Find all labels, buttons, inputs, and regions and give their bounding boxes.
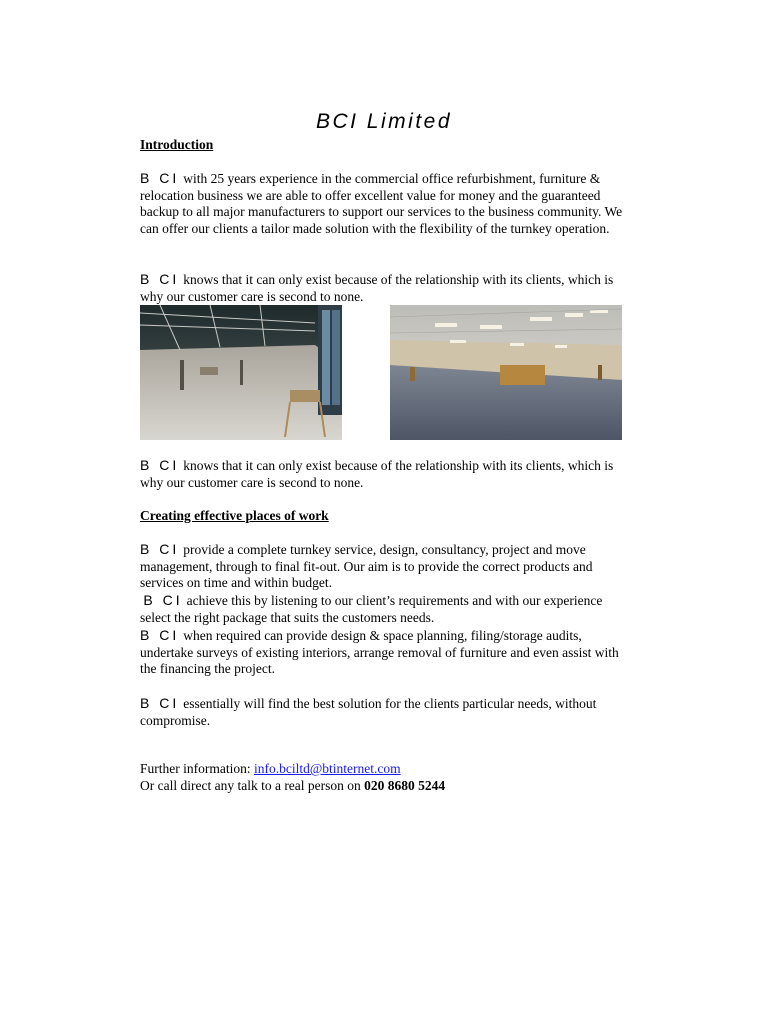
intro-paragraph-3-text: knows that it can only exist because of the relationship with its clients, which is why our customer care is second to none. xyxy=(140,458,614,490)
brand-name: B CI xyxy=(143,592,183,608)
call-label: Or call direct any talk to a real person on xyxy=(140,777,361,793)
places-heading: Creating effective places of work xyxy=(140,508,329,523)
intro-paragraph-1-text: with 25 years experience in the commercial office refurbishment, furniture & relocation business we are able to offer excellent value for money and the guaranteed backup to all major manufacturers to support our services to the business community. We can offer our clients a tailor made solution with the flexibility of the turnkey operation. xyxy=(140,171,623,236)
intro-paragraph-2-text: knows that it can only exist because of the relationship with its clients, which is why our customer care is second to none. xyxy=(140,272,614,304)
places-paragraph-3-text: when required can provide design & space planning, filing/storage audits, undertake surveys of existing interiors, arrange removal of furniture and even assist with the financing the project. xyxy=(140,628,619,677)
brand-name: B CI xyxy=(140,627,180,643)
refurbished-office-photo xyxy=(390,305,622,440)
places-paragraph-3 xyxy=(140,627,628,678)
phone-number: 020 8680 5244 xyxy=(364,777,446,793)
intro-paragraph-3 xyxy=(140,457,628,491)
brand-name: B CI xyxy=(140,695,180,711)
places-paragraph-4-text: essentially will find the best solution for the clients particular needs, without compromise. xyxy=(140,696,597,728)
email-link[interactable]: info.bciltd@btinternet.com xyxy=(253,761,401,776)
brand-name: B CI xyxy=(140,170,180,186)
further-information-line xyxy=(140,761,628,778)
further-information-label: Further information: xyxy=(140,761,251,776)
page-title: BCI Limited xyxy=(315,110,453,133)
places-paragraph-2-text: achieve this by listening to our client’s requirements and with our experience select the right package that suits the customers needs. xyxy=(140,593,603,625)
brand-name: B CI xyxy=(140,541,180,557)
places-paragraph-2 xyxy=(140,592,628,626)
intro-paragraph-1 xyxy=(140,170,628,237)
intro-heading: Introduction xyxy=(140,137,214,152)
places-paragraph-4 xyxy=(140,695,628,729)
office-under-construction-photo xyxy=(140,305,342,440)
intro-paragraph-2 xyxy=(140,271,628,305)
call-line xyxy=(140,778,628,795)
brand-name: B CI xyxy=(140,457,180,473)
contact-block xyxy=(140,761,628,794)
brand-name: B CI xyxy=(140,271,180,287)
places-paragraph-1-text: provide a complete turnkey service, design, consultancy, project and move management, through to final fit-out. Our aim is to provide the correct products and services on time and within budget. xyxy=(140,542,593,591)
places-paragraph-1 xyxy=(140,541,628,592)
